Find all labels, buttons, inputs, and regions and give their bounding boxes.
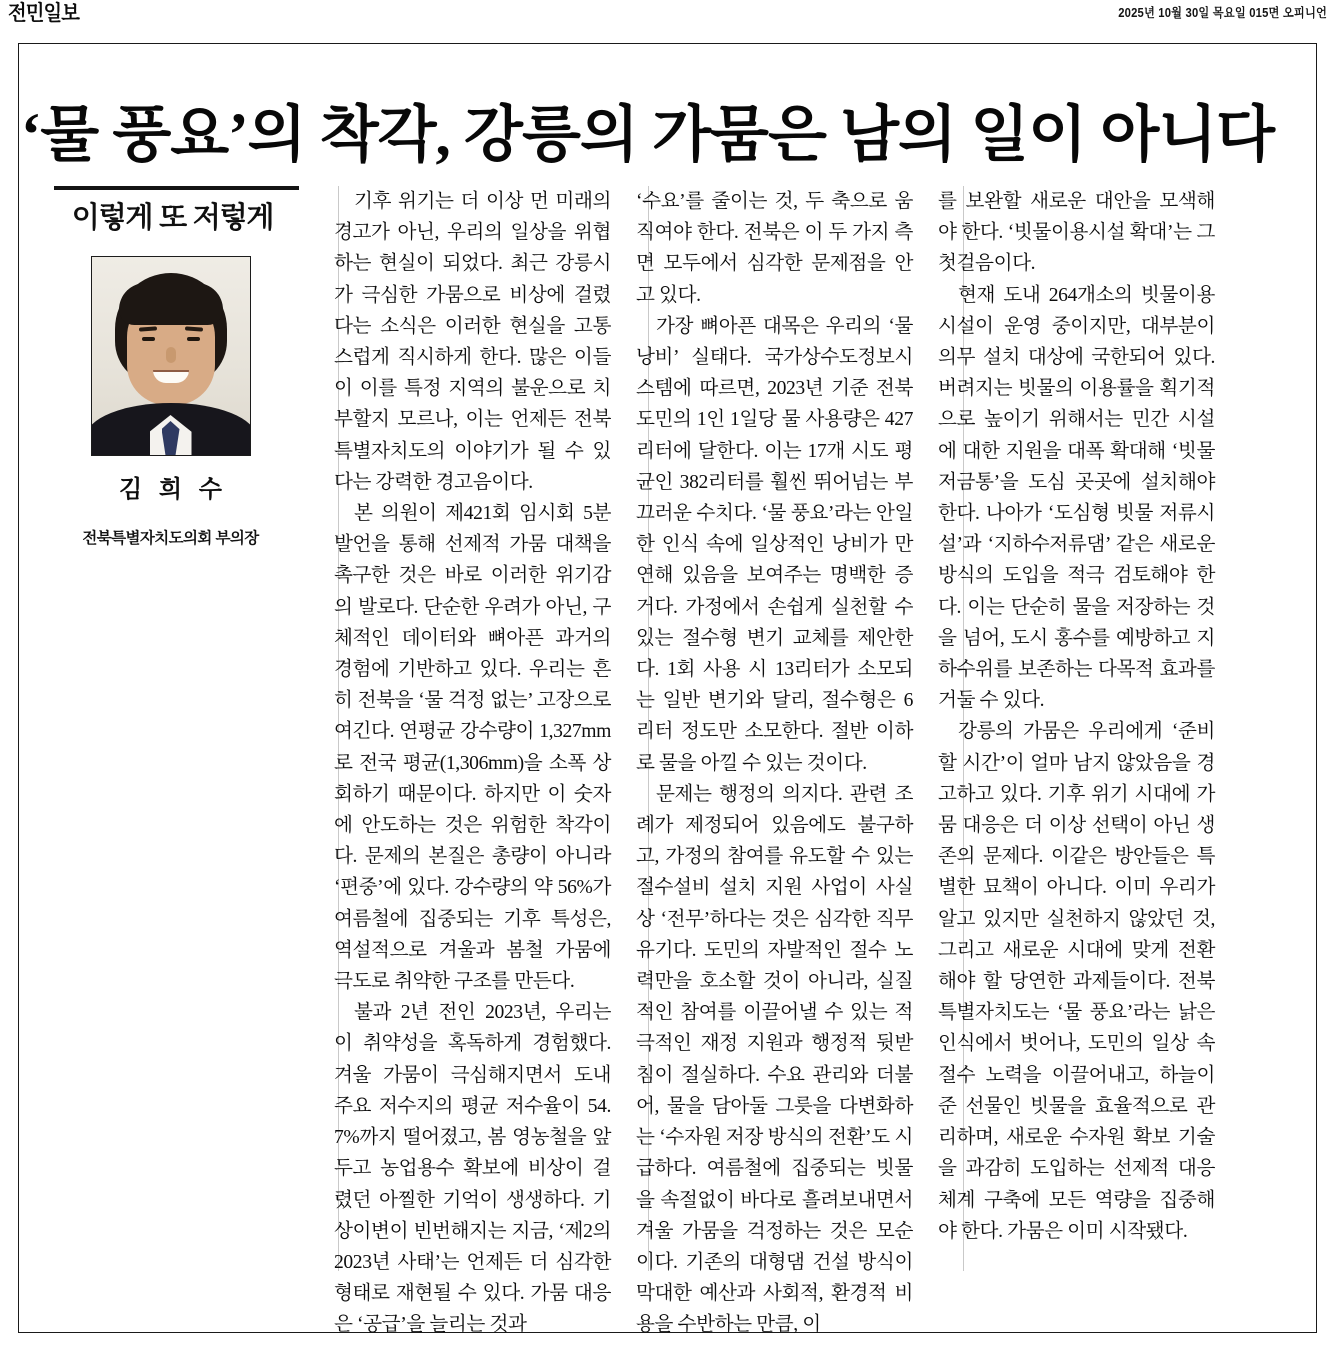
author-role: 전북특별자치도의회 부의장 — [82, 530, 259, 547]
author-name: 김 희 수 — [119, 476, 227, 503]
paragraph: 가장 뼈아픈 대목은 우리의 ‘물 낭비’ 실태다. 국가상수도정보시스템에 따르면, 2023년 기준 전북도민의 1인 1일당 물 사용량은 427리터에 달한다. 이는 17개 시도 평균인 382리터를 훨씬 뛰어넘는 부끄러운 수치다. ‘물 풍요’라는 안일한 인식 속에 일상적인 낭비가 만연해 있음을 보여주는 명백한 증거다. 가정에서 손쉽게 실천할 수 있는 절수형 변기 교체를 제안한다. 1회 사용 시 13리터가 소모되는 일반 변기와 달리, 절수형은 6리터 정도만 소모한다. 절반 이하로 물을 아낄 수 있는 것이다. — [636, 315, 913, 774]
text-column-2 — [623, 186, 925, 1341]
newspaper-title: 전민일보 — [8, 2, 79, 25]
masthead — [0, 0, 1335, 34]
paragraph: 본 의원이 제421회 임시회 5분 발언을 통해 선제적 가뭄 대책을 촉구한 것은 바로 이러한 위기감의 발로다. 단순한 우려가 아닌, 구체적인 데이터와 뼈아픈 과거의 경험에 기반하고 있다. 우리는 흔히 전북을 ‘물 걱정 없는’ 고장으로 여긴다. 연평균 강수량이 1,327mm로 전국 평균(1,306mm)을 소폭 상회하기 때문이다. 하지만 이 숫자에 안도하는 것은 위험한 착각이다. 문제의 본질은 총량이 아니라 ‘편중’에 있다. 강수량의 약 56%가 여름철에 집중되는 기후 특성은, 역설적으로 겨울과 봄철 가뭄에 극도로 취약한 구조를 만든다. — [334, 503, 611, 993]
paragraph: 강릉의 가뭄은 우리에게 ‘준비할 시간’이 얼마 남지 않았음을 경고하고 있다. 기후 위기 시대에 가뭄 대응은 더 이상 선택이 아닌 생존의 문제다. 이같은 방안들은 특별한 묘책이 아니다. 이미 우리가 알고 있지만 실천하지 않았던 것, 그리고 새로운 시대에 맞게 전환해야 할 당연한 과제들이다. 전북특별자치도는 ‘물 풍요’라는 낡은 인식에서 벗어나, 도민의 일상 속 절수 노력을 이끌어내고, 하늘이 준 선물인 빗물을 효율적으로 관리하며, 새로운 수자원 확보 기술을 과감히 도입하는 선제적 대응 체계 구축에 모든 역량을 집중해야 한다. 가뭄은 이미 시작됐다. — [938, 721, 1215, 1242]
text-column-1 — [321, 186, 623, 1341]
masthead-dateline: 2025년 10월 30일 목요일 015면 오피니언 — [1118, 6, 1327, 20]
paragraph: 불과 2년 전인 2023년, 우리는 이 취약성을 혹독하게 경험했다. 겨울 가뭄이 극심해지면서 도내 주요 저수지의 평균 저수율이 54.7%까지 떨어졌고, 봄 영농철을 앞두고 농업용수 확보에 비상이 걸렸던 아찔한 기억이 생생하다. 기상이변이 빈번해지는 지금, ‘제2의 2023년 사태’는 언제든 더 심각한 형태로 재현될 수 있다. 가뭄 대응은 ‘공급’을 늘리는 것과 — [334, 1002, 611, 1336]
paragraph: 문제는 행정의 의지다. 관련 조례가 제정되어 있음에도 불구하고, 가정의 참여를 유도할 수 있는 절수설비 설치 지원 사업이 사실상 ‘전무’하다는 것은 심각한 직무유기다. 도민의 자발적인 절수 노력만을 호소할 것이 아니라, 실질적인 참여를 이끌어낼 수 있는 적극적인 재정 지원과 행정적 뒷받침이 절실하다. 수요 관리와 더불어, 물을 담아둘 그릇을 다변화하는 ‘수자원 저장 방식의 전환’도 시급하다. 여름철에 집중되는 빗물을 속절없이 바다로 흘려보내면서 겨울 가뭄을 걱정하는 것은 모순이다. 기존의 대형댐 건설 방식이 막대한 예산과 사회적, 환경적 비용을 수반하는 만큼, 이 — [636, 783, 913, 1336]
paragraph-continued: 를 보완할 새로운 대안을 모색해야 한다. ‘빗물이용시설 확대’는 그 첫걸음이다. — [938, 191, 1215, 275]
paragraph: 현재 도내 264개소의 빗물이용시설이 운영 중이지만, 대부분이 의무 설치 대상에 국한되어 있다. 버려지는 빗물의 이용률을 획기적으로 높이기 위해서는 민간 시설에 대한 지원을 대폭 확대해 ‘빗물 저금통’을 도심 곳곳에 설치해야 한다. 나아가 ‘도심형 빗물 저류시설’과 ‘지하수저류댐’ 같은 새로운 방식의 도입을 적극 검토해야 한다. 이는 단순히 물을 저장하는 것을 넘어, 도시 홍수를 예방하고 지하수위를 보존하는 다목적 효과를 거둘 수 있다. — [938, 284, 1215, 712]
text-column-3 — [925, 186, 1227, 1247]
author-portrait-wrap — [91, 256, 251, 456]
article-body — [42, 186, 1282, 1336]
page-headline: ‘물 풍요’의 착각, 강릉의 가뭄은 남의 일이 아니다 — [20, 101, 1275, 169]
paragraph-continued: ‘수요’를 줄이는 것, 두 축으로 움직여야 한다. 전북은 이 두 가지 측면 모두에서 심각한 문제점을 안고 있다. — [636, 191, 913, 306]
column-series-title: 이렇게 또 저렇게 — [71, 202, 274, 234]
paragraph: 기후 위기는 더 이상 먼 미래의 경고가 아닌, 우리의 일상을 위협하는 현실이 되었다. 최근 강릉시가 극심한 가뭄으로 비상에 걸렸다는 소식은 이러한 현실을 고통스럽게 직시하게 한다. 많은 이들이 이를 특정 지역의 불운으로 치부할지 모르나, 이는 언제든 전북특별자치도의 이야기가 될 수 있다는 강력한 경고음이다. — [334, 191, 611, 493]
sidebar-top-rule — [54, 186, 299, 190]
author-sidebar — [42, 186, 317, 550]
author-portrait — [91, 256, 251, 456]
